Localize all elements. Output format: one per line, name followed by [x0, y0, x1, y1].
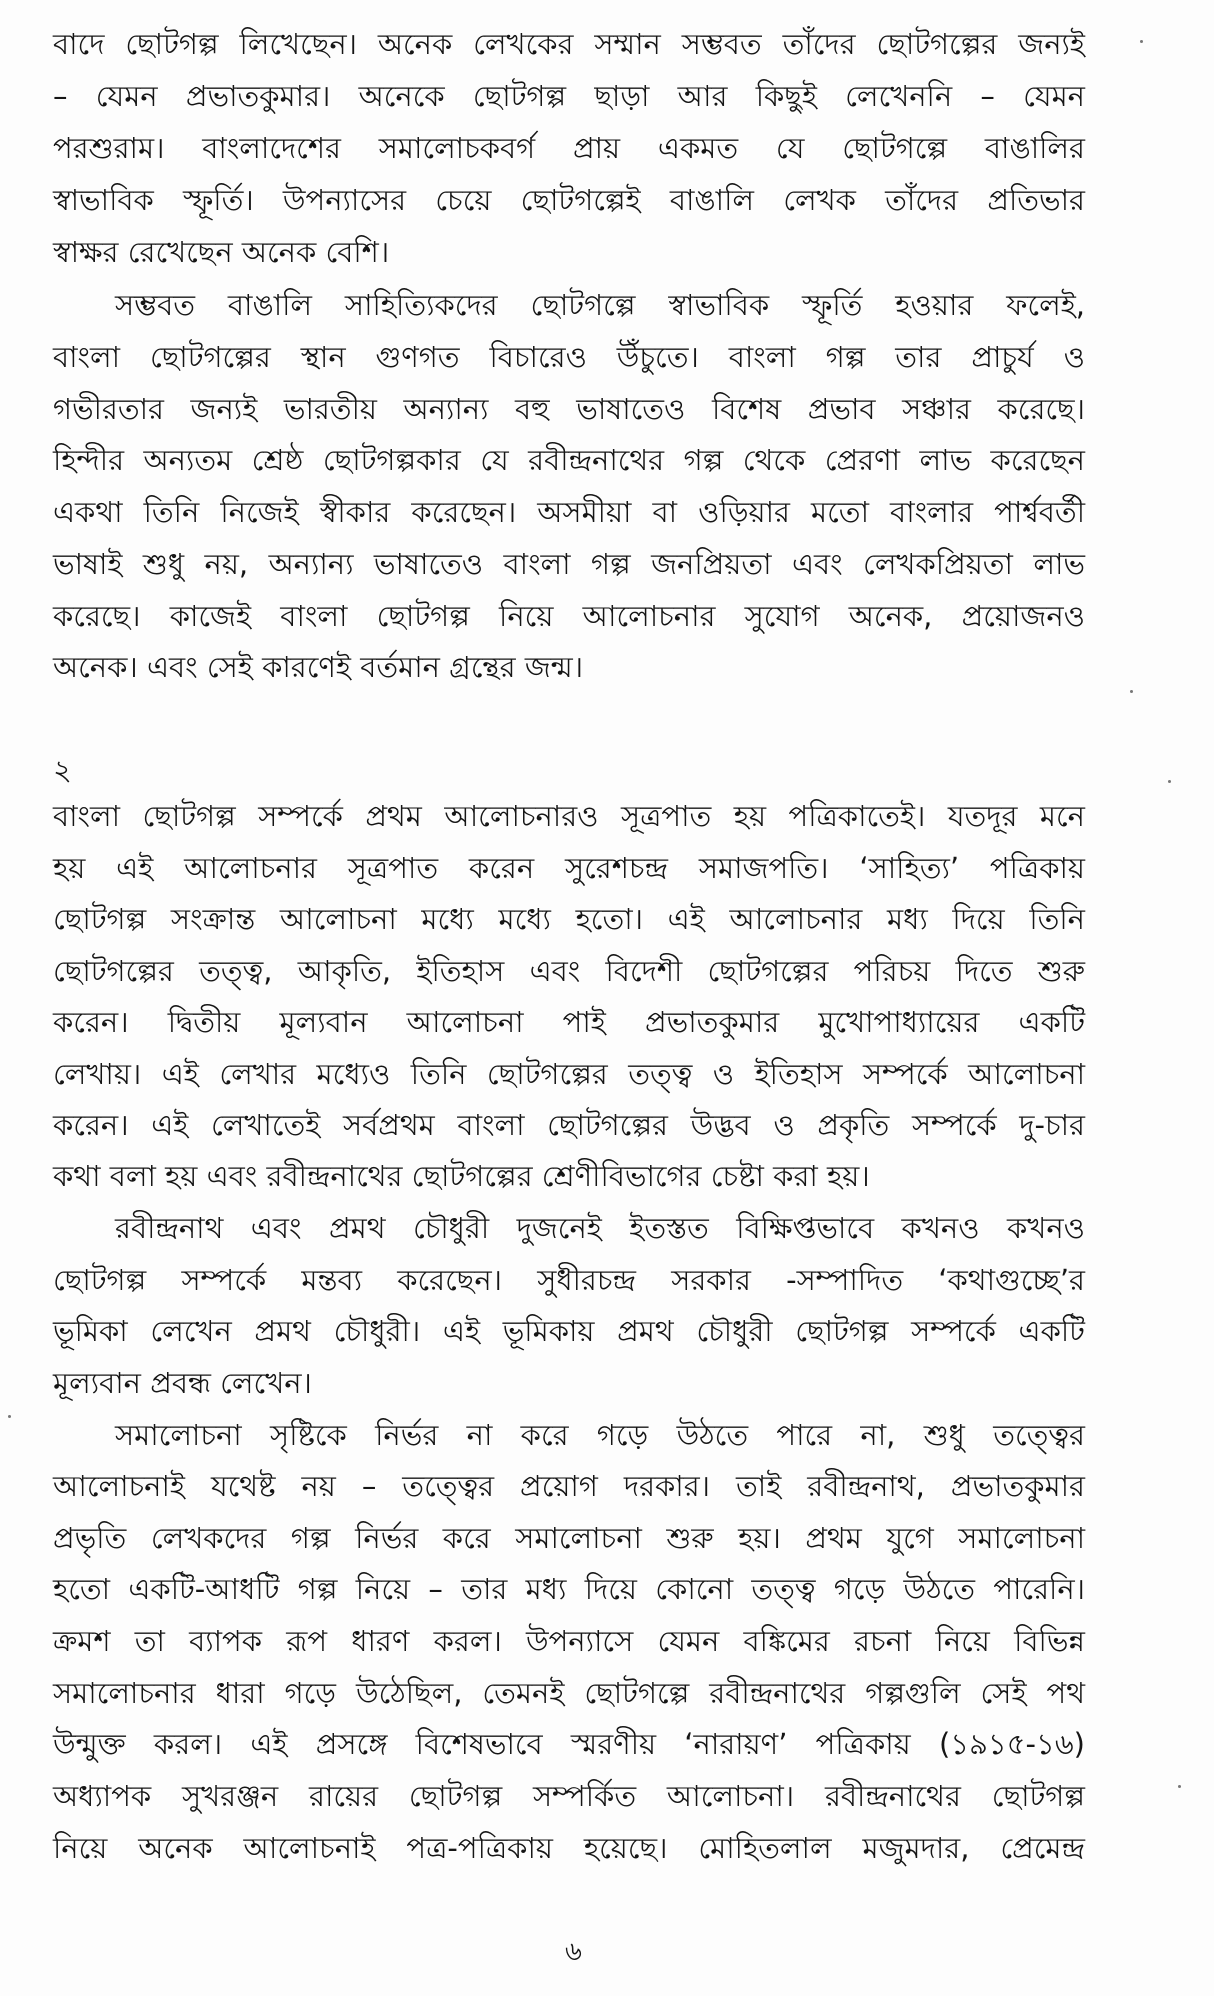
text-line: ছোটগল্পের তত্ত্ব, আকৃতি, ইতিহাস এবং বিদেশী ছোটগল্পের পরিচয় দিতে শুরু [53, 954, 1085, 988]
text-line: উন্মুক্ত করল। এই প্রসঙ্গে বিশেষভাবে স্মরণীয় ‘নারায়ণ’ পত্রিকায় (১৯১৫-১৬) [53, 1727, 1085, 1761]
scan-speck [1140, 40, 1143, 43]
scan-speck [1178, 1785, 1181, 1788]
text-line: অনেক। এবং সেই কারণেই বর্তমান গ্রন্থের জন্ম। [53, 650, 584, 684]
text-line: নিয়ে অনেক আলোচনাই পত্র-পত্রিকায় হয়েছে। মোহিতলাল মজুমদার, প্রেমেন্দ্র [53, 1831, 1085, 1865]
text-line: হয় এই আলোচনার সূত্রপাত করেন সুরেশচন্দ্র সমাজপতি। ‘সাহিত্য’ পত্রিকায় [53, 851, 1085, 885]
text-line: ছোটগল্প সম্পর্কে মন্তব্য করেছেন। সুধীরচন্দ্র সরকার -সম্পাদিত ‘কথাগুচ্ছে’র [53, 1263, 1085, 1297]
text-line: ছোটগল্প সংক্রান্ত আলোচনা মধ্যে মধ্যে হতো। এই আলোচনার মধ্য দিয়ে তিনি [53, 902, 1085, 936]
text-line: বাংলা ছোটগল্পের স্থান গুণগত বিচারেও উঁচুতে। বাংলা গল্প তার প্রাচুর্য ও [53, 340, 1085, 374]
text-line: করেছে। কাজেই বাংলা ছোটগল্প নিয়ে আলোচনার সুযোগ অনেক, প্রয়োজনও [53, 599, 1085, 633]
section-number: ২ [53, 753, 72, 787]
text-line: করেন। এই লেখাতেই সর্বপ্রথম বাংলা ছোটগল্পের উদ্ভব ও প্রকৃতি সম্পর্কে দু-চার [53, 1108, 1085, 1142]
text-line: বাংলা ছোটগল্প সম্পর্কে প্রথম আলোচনারও সূত্রপাত হয় পত্রিকাতেই। যতদূর মনে [53, 799, 1085, 833]
text-line: অধ্যাপক সুখরঞ্জন রায়ের ছোটগল্প সম্পর্কিত আলোচনা। রবীন্দ্রনাথের ছোটগল্প [53, 1779, 1085, 1813]
text-line: স্বাভাবিক স্ফূর্তি। উপন্যাসের চেয়ে ছোটগল্পেই বাঙালি লেখক তাঁদের প্রতিভার [53, 183, 1085, 217]
text-line: রবীন্দ্রনাথ এবং প্রমথ চৌধুরী দুজনেই ইতস্তত বিক্ষিপ্তভাবে কখনও কখনও [115, 1211, 1085, 1245]
text-line: ভূমিকা লেখেন প্রমথ চৌধুরী। এই ভূমিকায় প্রমথ চৌধুরী ছোটগল্প সম্পর্কে একটি [53, 1314, 1085, 1348]
text-line: ভাষাই শুধু নয়, অন্যান্য ভাষাতেও বাংলা গল্প জনপ্রিয়তা এবং লেখকপ্রিয়তা লাভ [53, 547, 1085, 581]
text-line: পরশুরাম। বাংলাদেশের সমালোচকবর্গ প্রায় একমত যে ছোটগল্পে বাঙালির [53, 131, 1085, 165]
text-line: করেন। দ্বিতীয় মূল্যবান আলোচনা পাই প্রভাতকুমার মুখোপাধ্যায়ের একটি [53, 1005, 1085, 1039]
text-line: সম্ভবত বাঙালি সাহিত্যিকদের ছোটগল্পে স্বাভাবিক স্ফূর্তি হওয়ার ফলেই, [115, 288, 1085, 322]
scan-speck [1168, 780, 1171, 783]
text-line: কথা বলা হয় এবং রবীন্দ্রনাথের ছোটগল্পের শ্রেণীবিভাগের চেষ্টা করা হয়। [53, 1159, 870, 1193]
text-line: একথা তিনি নিজেই স্বীকার করেছেন। অসমীয়া বা ওড়িয়ার মতো বাংলার পার্শ্ববর্তী [53, 495, 1085, 529]
text-line: হতো একটি-আধটি গল্প নিয়ে – তার মধ্য দিয়ে কোনো তত্ত্ব গড়ে উঠতে পারেনি। [53, 1572, 1085, 1606]
text-line: – যেমন প্রভাতকুমার। অনেকে ছোটগল্প ছাড়া আর কিছুই লেখেননি – যেমন [53, 79, 1085, 113]
text-line: লেখায়। এই লেখার মধ্যেও তিনি ছোটগল্পের তত্ত্ব ও ইতিহাস সম্পর্কে আলোচনা [53, 1057, 1085, 1091]
page-number: ৬ [565, 1937, 582, 1967]
text-line: বাদে ছোটগল্প লিখেছেন। অনেক লেখকের সম্মান সম্ভবত তাঁদের ছোটগল্পের জন্যই [53, 27, 1085, 61]
text-line: প্রভৃতি লেখকদের গল্প নির্ভর করে সমালোচনা শুরু হয়। প্রথম যুগে সমালোচনা [53, 1521, 1085, 1555]
text-line: গভীরতার জন্যই ভারতীয় অন্যান্য বহু ভাষাতেও বিশেষ প্রভাব সঞ্চার করেছে। [53, 392, 1085, 426]
text-line: ক্রমশ তা ব্যাপক রূপ ধারণ করল। উপন্যাসে যেমন বঙ্কিমের রচনা নিয়ে বিভিন্ন [53, 1624, 1085, 1658]
text-line: আলোচনাই যথেষ্ট নয় – তত্ত্বের প্রয়োগ দরকার। তাই রবীন্দ্রনাথ, প্রভাতকুমার [53, 1469, 1085, 1503]
text-line: হিন্দীর অন্যতম শ্রেষ্ঠ ছোটগল্পকার যে রবীন্দ্রনাথের গল্প থেকে প্রেরণা লাভ করেছেন [53, 443, 1085, 477]
text-line: মূল্যবান প্রবন্ধ লেখেন। [53, 1366, 312, 1400]
scan-speck [8, 1415, 11, 1418]
scan-speck [1130, 690, 1133, 693]
text-line: সমালোচনা সৃষ্টিকে নির্ভর না করে গড়ে উঠতে পারে না, শুধু তত্ত্বের [115, 1418, 1085, 1452]
text-line: সমালোচনার ধারা গড়ে উঠেছিল, তেমনই ছোটগল্পে রবীন্দ্রনাথের গল্পগুলি সেই পথ [53, 1676, 1085, 1710]
text-line: স্বাক্ষর রেখেছেন অনেক বেশি। [53, 235, 390, 269]
